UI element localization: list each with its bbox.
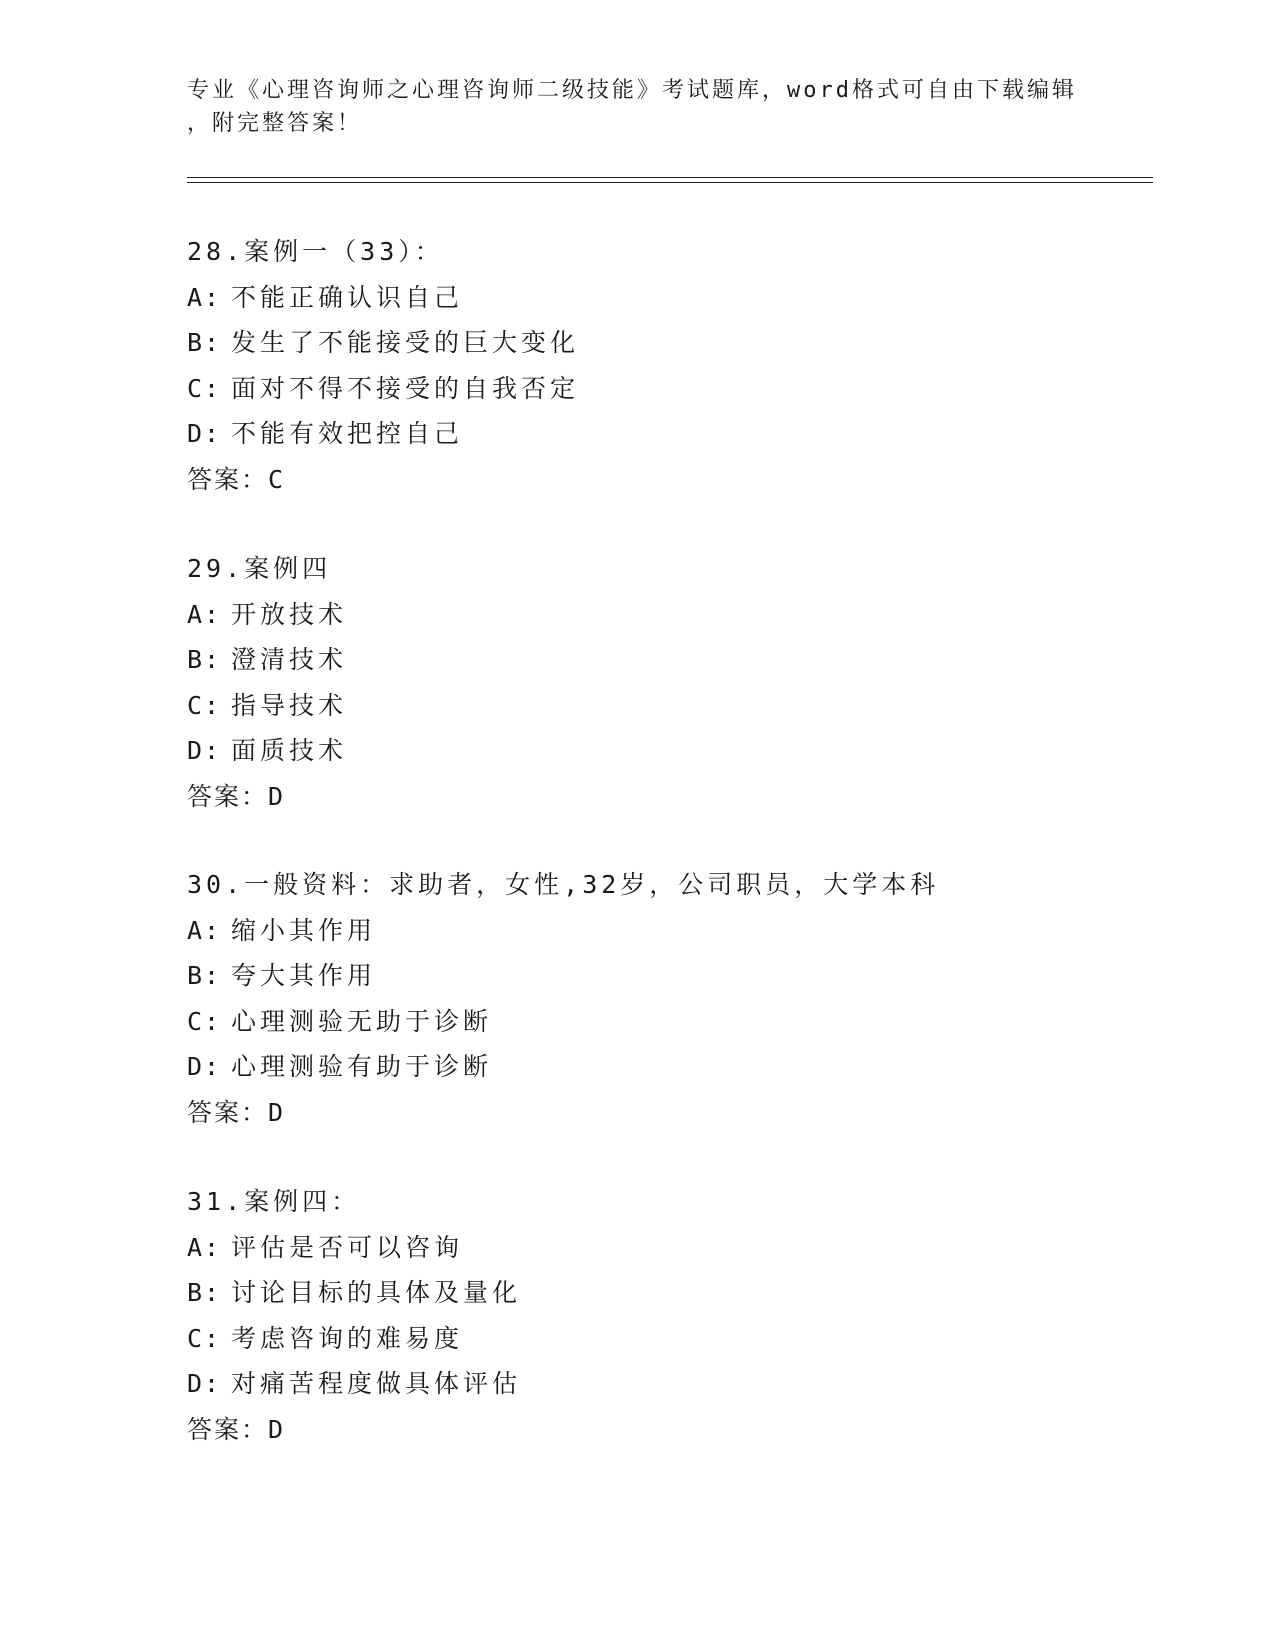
answer-line (187, 774, 1087, 820)
option-letter: C: (187, 1323, 222, 1353)
option-c (187, 1316, 1087, 1362)
header-line-1: 专业《心理咨询师之心理咨询师二级技能》考试题库，word格式可自由下载编辑 (187, 78, 1077, 103)
answer-label: 答案： (187, 1097, 269, 1127)
question-stem: 28.案例一（33）： (187, 237, 444, 266)
option-letter: D: (187, 1369, 222, 1398)
header-line-2: ，附完整答案！ (187, 111, 363, 136)
option-c (187, 999, 1087, 1045)
question-stem: 29.案例四 (187, 554, 332, 583)
option-text: 心理测验有助于诊断 (231, 1052, 493, 1081)
option-b (187, 320, 1087, 366)
option-text: 夸大其作用 (231, 961, 377, 990)
question-30 (187, 862, 1087, 1135)
option-letter: C: (187, 690, 222, 720)
option-letter: D: (187, 736, 222, 765)
option-letter: A: (187, 599, 222, 629)
option-text: 面质技术 (231, 736, 348, 765)
option-text: 不能有效把控自己 (231, 419, 464, 448)
answer-value: D (268, 781, 286, 811)
option-text: 考虑咨询的难易度 (231, 1323, 464, 1353)
option-letter: C: (187, 373, 222, 403)
document-header (187, 74, 1087, 140)
option-letter: C: (187, 1006, 222, 1036)
option-text: 讨论目标的具体及量化 (231, 1278, 522, 1307)
option-letter: B: (187, 1278, 222, 1307)
question-stem: 31.案例四： (187, 1187, 361, 1216)
option-text: 评估是否可以咨询 (231, 1232, 464, 1262)
answer-line (187, 1407, 1087, 1453)
option-text: 不能正确认识自己 (231, 282, 464, 312)
question-28 (187, 229, 1087, 502)
option-letter: A: (187, 282, 222, 312)
option-text: 指导技术 (231, 690, 348, 720)
option-a (187, 592, 1087, 638)
answer-label: 答案： (187, 464, 269, 494)
option-d (187, 728, 1087, 774)
option-b (187, 637, 1087, 683)
answer-value: D (268, 1414, 286, 1444)
option-text: 面对不得不接受的自我否定 (231, 373, 580, 403)
option-d (187, 1361, 1087, 1407)
option-letter: D: (187, 1052, 222, 1081)
question-29 (187, 546, 1087, 819)
answer-line (187, 1090, 1087, 1136)
option-a (187, 908, 1087, 954)
option-d (187, 411, 1087, 457)
option-letter: D: (187, 419, 222, 448)
option-letter: B: (187, 328, 222, 357)
option-letter: B: (187, 961, 222, 990)
option-text: 开放技术 (231, 599, 348, 629)
option-d (187, 1044, 1087, 1090)
answer-value: C (268, 464, 286, 494)
option-a (187, 1225, 1087, 1271)
option-letter: B: (187, 645, 222, 674)
option-text: 心理测验无助于诊断 (231, 1006, 493, 1036)
header-divider-top (187, 177, 1153, 178)
option-letter: A: (187, 915, 222, 945)
answer-value: D (268, 1097, 286, 1127)
header-divider-bottom (187, 182, 1153, 183)
option-b (187, 1270, 1087, 1316)
answer-line (187, 457, 1087, 503)
option-b (187, 953, 1087, 999)
option-a (187, 275, 1087, 321)
question-stem: 30.一般资料：求助者，女性,32岁，公司职员，大学本科 (187, 870, 940, 899)
option-c (187, 683, 1087, 729)
option-letter: A: (187, 1232, 222, 1262)
option-text: 澄清技术 (231, 645, 348, 674)
option-text: 发生了不能接受的巨大变化 (231, 328, 580, 357)
option-text: 对痛苦程度做具体评估 (231, 1369, 522, 1398)
option-text: 缩小其作用 (231, 915, 377, 945)
option-c (187, 366, 1087, 412)
question-31 (187, 1179, 1087, 1452)
answer-label: 答案： (187, 1414, 269, 1444)
answer-label: 答案： (187, 781, 269, 811)
